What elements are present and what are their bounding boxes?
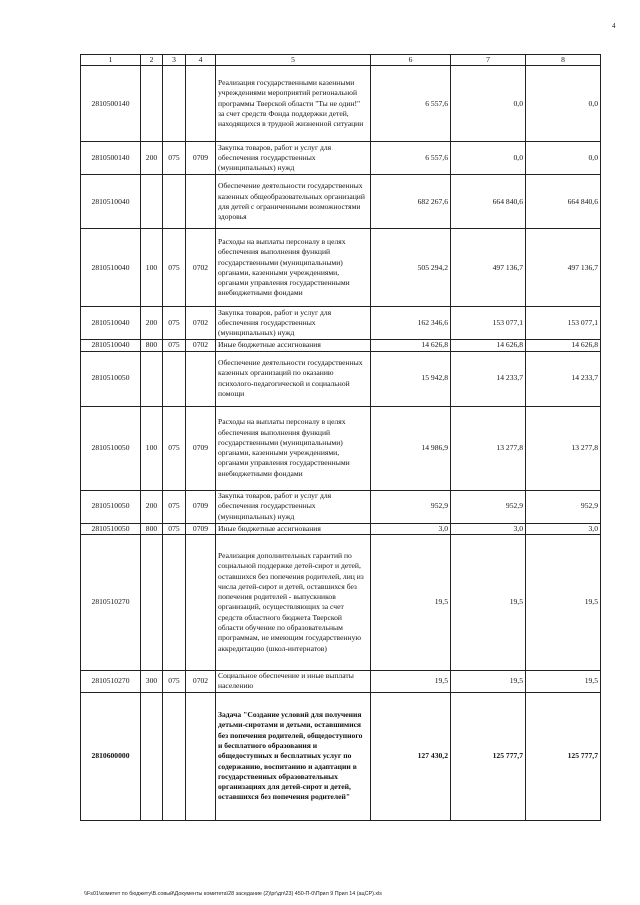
table-row (81, 307, 601, 340)
cell-description: Закупка товаров, работ и услуг для обеспечения государственных (муниципальных) нужд (216, 307, 371, 340)
cell-vr: 200 (141, 307, 163, 340)
cell-value-6: 3,0 (371, 523, 451, 534)
table-row (81, 66, 601, 142)
cell-value-6: 682 267,6 (371, 175, 451, 229)
cell-value-6: 19,5 (371, 534, 451, 670)
cell-ministry: 075 (163, 670, 186, 692)
cell-ministry: 075 (163, 340, 186, 351)
cell-vr (141, 534, 163, 670)
cell-value-6: 162 346,6 (371, 307, 451, 340)
cell-section: 0702 (186, 307, 216, 340)
cell-value-8: 497 136,7 (526, 229, 601, 307)
cell-vr: 800 (141, 340, 163, 351)
table-row (81, 523, 601, 534)
cell-ministry: 075 (163, 307, 186, 340)
cell-vr: 300 (141, 670, 163, 692)
cell-code: 2810510040 (81, 307, 141, 340)
cell-description: Реализация дополнительных гарантий по социальной поддержке детей-сирот и детей, оставшихся без попечения родителей, лиц из числа детей-сирот и детей, оставшихся без попечения родителей - выпускников организаций, осуществляющих за счет средств областного бюджета Тверской области обучение по образовательным программам, не имеющим государственную аккредитацию (школ-интернатов) (216, 534, 371, 670)
cell-section: 0709 (186, 142, 216, 175)
header-cell: 4 (186, 55, 216, 66)
cell-ministry (163, 175, 186, 229)
cell-description: Расходы на выплаты персоналу в целях обеспечения выполнения функций государственными (муниципальными) органами, казенными учреждениями, органами управления государственными внебюджетными фондами (216, 229, 371, 307)
cell-description: Закупка товаров, работ и услуг для обеспечения государственных (муниципальных) нужд (216, 142, 371, 175)
cell-value-7: 14 233,7 (451, 351, 526, 406)
table-row (81, 670, 601, 692)
cell-value-8: 14 233,7 (526, 351, 601, 406)
cell-description: Иные бюджетные ассигнования (216, 523, 371, 534)
cell-description: Обеспечение деятельности государственных казенных общеобразовательных организаций для детей с ограниченными возможностями здоровья (216, 175, 371, 229)
cell-value-6: 19,5 (371, 670, 451, 692)
cell-vr (141, 351, 163, 406)
cell-code: 2810500140 (81, 66, 141, 142)
cell-ministry: 075 (163, 490, 186, 523)
cell-value-7: 3,0 (451, 523, 526, 534)
cell-value-7: 13 277,8 (451, 406, 526, 490)
cell-code: 2810510040 (81, 175, 141, 229)
cell-ministry: 075 (163, 406, 186, 490)
cell-value-6: 6 557,6 (371, 142, 451, 175)
cell-ministry (163, 66, 186, 142)
table-row (81, 229, 601, 307)
cell-description: Задача "Создание условий для получения детьми-сиротами и детьми, оставшимися без попечения родителей, общедоступного и бесплатного образования и общедоступных и бесплатных услуг по содержанию, воспитанию и адаптации в государственных образовательных организациях для детей-сирот и детей, оставшихся без попечения родителей" (216, 692, 371, 820)
cell-ministry (163, 692, 186, 820)
cell-section: 0702 (186, 340, 216, 351)
cell-section (186, 692, 216, 820)
cell-code: 2810510050 (81, 490, 141, 523)
cell-value-7: 19,5 (451, 670, 526, 692)
cell-value-8: 125 777,7 (526, 692, 601, 820)
header-cell: 7 (451, 55, 526, 66)
cell-value-8: 153 077,1 (526, 307, 601, 340)
cell-value-7: 0,0 (451, 142, 526, 175)
cell-code: 2810510040 (81, 340, 141, 351)
cell-vr (141, 692, 163, 820)
cell-value-8: 0,0 (526, 66, 601, 142)
cell-section: 0709 (186, 490, 216, 523)
header-cell: 8 (526, 55, 601, 66)
page-number: 4 (612, 22, 616, 30)
cell-vr: 100 (141, 229, 163, 307)
cell-code: 2810600000 (81, 692, 141, 820)
cell-value-7: 153 077,1 (451, 307, 526, 340)
file-path-footer: \\Fs01\комитет по бюджету\В.совый\Документы комитета\28 заседание (2)\рг\дп\23) 450-П-0\Прил 9 Прил 14 (ацСР).xls (84, 891, 382, 897)
cell-value-8: 952,9 (526, 490, 601, 523)
cell-ministry (163, 351, 186, 406)
cell-value-7: 0,0 (451, 66, 526, 142)
cell-value-8: 14 626,8 (526, 340, 601, 351)
cell-section: 0709 (186, 523, 216, 534)
cell-description: Обеспечение деятельности государственных казенных организаций по оказанию психолого-педагогической и социальной помощи (216, 351, 371, 406)
table-header-row (81, 55, 601, 66)
table-row (81, 351, 601, 406)
cell-value-6: 6 557,6 (371, 66, 451, 142)
cell-value-7: 125 777,7 (451, 692, 526, 820)
header-cell: 3 (163, 55, 186, 66)
cell-code: 2810510270 (81, 534, 141, 670)
cell-value-8: 19,5 (526, 534, 601, 670)
table-row (81, 142, 601, 175)
cell-value-6: 505 294,2 (371, 229, 451, 307)
cell-section (186, 351, 216, 406)
header-cell: 1 (81, 55, 141, 66)
cell-ministry: 075 (163, 142, 186, 175)
budget-table (80, 54, 601, 821)
cell-ministry (163, 534, 186, 670)
cell-section (186, 66, 216, 142)
cell-section: 0709 (186, 406, 216, 490)
cell-value-8: 3,0 (526, 523, 601, 534)
cell-value-8: 19,5 (526, 670, 601, 692)
cell-value-6: 15 942,8 (371, 351, 451, 406)
cell-vr: 800 (141, 523, 163, 534)
table-row (81, 534, 601, 670)
header-cell: 6 (371, 55, 451, 66)
cell-code: 2810510050 (81, 351, 141, 406)
cell-value-7: 664 840,6 (451, 175, 526, 229)
cell-description: Закупка товаров, работ и услуг для обеспечения государственных (муниципальных) нужд (216, 490, 371, 523)
cell-value-7: 952,9 (451, 490, 526, 523)
cell-value-6: 127 430,2 (371, 692, 451, 820)
cell-code: 2810510050 (81, 523, 141, 534)
header-cell: 2 (141, 55, 163, 66)
cell-value-8: 664 840,6 (526, 175, 601, 229)
table-row (81, 692, 601, 820)
cell-vr (141, 66, 163, 142)
cell-description: Реализация государственными казенными учреждениями мероприятий региональной программы Тверской области "Ты не один!" за счет средств Фонда поддержки детей, находящихся в трудной жизненной ситуации (216, 66, 371, 142)
cell-section: 0702 (186, 670, 216, 692)
cell-code: 2810510040 (81, 229, 141, 307)
cell-section (186, 175, 216, 229)
cell-section: 0702 (186, 229, 216, 307)
cell-code: 2810510050 (81, 406, 141, 490)
cell-code: 2810510270 (81, 670, 141, 692)
cell-value-7: 497 136,7 (451, 229, 526, 307)
cell-ministry: 075 (163, 523, 186, 534)
cell-vr: 200 (141, 490, 163, 523)
cell-vr: 100 (141, 406, 163, 490)
cell-description: Иные бюджетные ассигнования (216, 340, 371, 351)
cell-ministry: 075 (163, 229, 186, 307)
table-row (81, 490, 601, 523)
cell-value-6: 14 986,9 (371, 406, 451, 490)
cell-description: Социальное обеспечение и иные выплаты населению (216, 670, 371, 692)
cell-section (186, 534, 216, 670)
table-row (81, 406, 601, 490)
table-row (81, 340, 601, 351)
cell-value-7: 14 626,8 (451, 340, 526, 351)
cell-description: Расходы на выплаты персоналу в целях обеспечения выполнения функций государственными (муниципальными) органами, казенными учреждениями, органами управления государственными внебюджетными фондами (216, 406, 371, 490)
header-cell: 5 (216, 55, 371, 66)
cell-value-6: 952,9 (371, 490, 451, 523)
cell-value-8: 13 277,8 (526, 406, 601, 490)
cell-value-8: 0,0 (526, 142, 601, 175)
cell-vr: 200 (141, 142, 163, 175)
cell-code: 2810500140 (81, 142, 141, 175)
cell-vr (141, 175, 163, 229)
cell-value-6: 14 626,8 (371, 340, 451, 351)
cell-value-7: 19,5 (451, 534, 526, 670)
table-row (81, 175, 601, 229)
